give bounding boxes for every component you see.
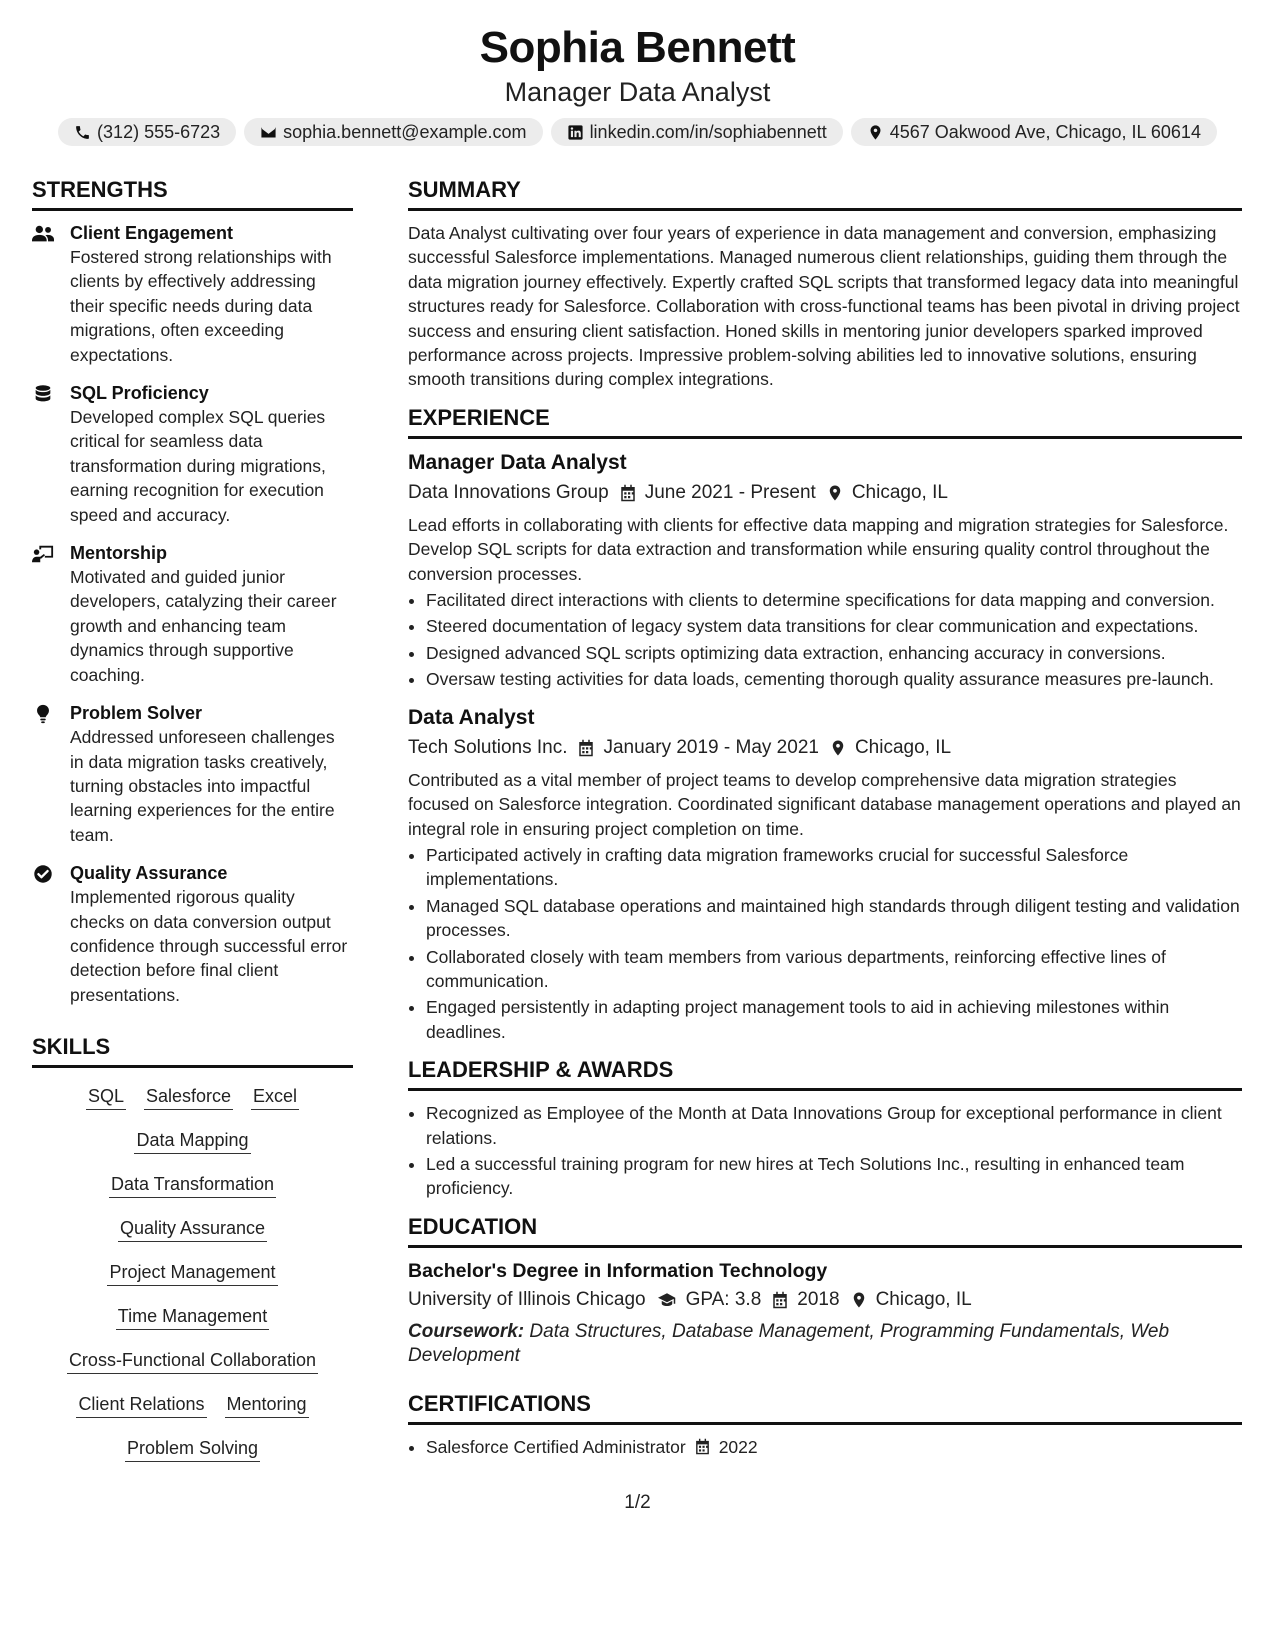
graduation-cap-icon: [656, 1291, 678, 1309]
strength-item: [32, 861, 353, 1007]
skill-tag: Mentoring: [225, 1392, 309, 1418]
job-description: Lead efforts in collaborating with clients for effective data mapping and migration strategies for Salesforce. Develop SQL scripts for data extraction and transformation while ensuring quality control throughout the conversion processes.: [408, 514, 1229, 584]
contact-address-text: 4567 Oakwood Ave, Chicago, IL 60614: [889, 122, 1201, 142]
strength-description: Implemented rigorous quality checks on data conversion output confidence through successful error detection before final client presentations.: [70, 887, 348, 1005]
certifications-heading: CERTIFICATIONS: [408, 1390, 1242, 1425]
strength-description: Developed complex SQL queries critical for seamless data transformation during migrations, earning recognition for execution speed and accuracy.: [70, 407, 326, 525]
award-bullet: • Recognized as Employee of the Month at Data Innovations Group for exceptional performance in client relations.: [426, 1101, 1242, 1150]
job-description: Contributed as a vital member of project teams to develop comprehensive data migration strategies focused on Salesforce integration. Coordinated significant database management operations and played an integral role in ensuring project completion on time.: [408, 769, 1241, 839]
skill-tag: Time Management: [116, 1304, 269, 1330]
skill-tag: SQL: [86, 1084, 126, 1110]
job-title: Data Analyst: [408, 705, 535, 729]
strength-description: Addressed unforeseen challenges in data migration tasks creatively, turning obstacles into impactful learning experiences for the entire team.: [70, 727, 335, 845]
envelope-icon: [260, 124, 277, 141]
coursework: [408, 1320, 1242, 1368]
education-meta: [408, 1286, 1242, 1314]
strength-title: SQL Proficiency: [70, 383, 209, 404]
skills-heading: SKILLS: [32, 1033, 353, 1068]
summary-text: Data Analyst cultivating over four years of experience in data management and conversion, emphasizing successful Salesforce implementations. Managed numerous client relationships, guiding them through the data migration journey effectively. Expertly crafted SQL scripts that transformed legacy data into meaningful structures ready for Salesforce. Collaboration with cross-functional teams has been pivotal in driving project success and ensuring client satisfaction. Honed skills in mentoring junior developers sparked improved performance across projects. Impressive problem-solving abilities led to innovative solutions, ensuring smooth transitions during complex integrations.: [408, 223, 1240, 390]
graduation-year: 2018: [797, 1288, 840, 1310]
calendar-icon: [771, 1291, 789, 1309]
job-entry: [408, 704, 1242, 1044]
chalkboard-teacher-icon: [32, 544, 54, 564]
coursework-list: Data Structures, Database Management, Programming Fundamentals, Web Development: [408, 1320, 1170, 1366]
strength-title: Mentorship: [70, 543, 167, 564]
leadership-heading: LEADERSHIP & AWARDS: [408, 1056, 1242, 1091]
contact-phone[interactable]: [58, 118, 236, 146]
job-bullet: • Facilitated direct interactions with clients to determine specifications for data mapping and conversion.: [426, 588, 1242, 612]
degree-title: Bachelor's Degree in Information Technology: [408, 1259, 828, 1282]
experience-section: [408, 404, 1242, 1044]
skill-tag: Quality Assurance: [118, 1216, 267, 1242]
job-bullet: • Designed advanced SQL scripts optimizing data extraction, enhancing accuracy in conversions.: [426, 641, 1242, 665]
strength-title: Client Engagement: [70, 223, 234, 243]
skill-tag: Salesforce: [144, 1084, 233, 1110]
job-dates: January 2019 - May 2021: [603, 736, 819, 758]
skill-tag: Client Relations: [76, 1392, 206, 1418]
gpa: GPA: 3.8: [685, 1288, 762, 1310]
job-bullet: • Oversaw testing activities for data loads, cementing thorough quality assurance measures pre-launch.: [426, 667, 1242, 691]
certifications-section: [408, 1390, 1242, 1459]
database-icon: [32, 384, 54, 404]
linkedin-icon: [567, 124, 584, 141]
resume-header: [0, 0, 1275, 146]
summary-heading: SUMMARY: [408, 176, 1242, 211]
location-icon: [867, 124, 884, 141]
contact-email-text: sophia.bennett@example.com: [283, 122, 527, 142]
job-dates: June 2021 - Present: [644, 481, 816, 503]
skill-tag: Project Management: [107, 1260, 277, 1286]
strength-description: Fostered strong relationships with clients by effectively addressing their specific needs during data migrations, often exceeding expectations.: [70, 247, 332, 365]
left-column: [32, 176, 353, 1462]
leadership-section: [408, 1056, 1242, 1201]
phone-icon: [74, 124, 91, 141]
job-bullets: [408, 588, 1242, 692]
education-heading: EDUCATION: [408, 1213, 1242, 1248]
job-title: Manager Data Analyst: [408, 450, 627, 474]
strength-item: [32, 381, 353, 527]
job-bullet: • Engaged persistently in adapting project management tools to aid in achieving milestones within deadlines.: [426, 995, 1242, 1044]
job-bullet: • Collaborated closely with team members from various departments, reinforcing effective lines of communication.: [426, 945, 1242, 994]
job-company: Tech Solutions Inc.: [408, 736, 568, 758]
job-location: Chicago, IL: [851, 481, 948, 503]
certifications-list: [408, 1435, 1242, 1459]
right-column: [408, 176, 1242, 1471]
check-circle-icon: [32, 864, 54, 884]
candidate-headline: Manager Data Analyst: [504, 77, 771, 107]
certification-name: • Salesforce Certified Administrator: [426, 1436, 686, 1457]
strength-description: Motivated and guided junior developers, catalyzing their career growth and enhancing team dynamics through supportive coaching.: [70, 567, 337, 685]
users-icon: [32, 224, 54, 244]
experience-heading: EXPERIENCE: [408, 404, 1242, 439]
candidate-name: Sophia Bennett: [479, 23, 796, 72]
skill-tag: Problem Solving: [125, 1436, 260, 1462]
job-location: Chicago, IL: [854, 736, 952, 758]
summary-section: [408, 176, 1242, 392]
certification-item: [426, 1435, 1242, 1459]
job-bullets: [408, 843, 1242, 1044]
skill-tag: Data Mapping: [134, 1128, 250, 1154]
job-meta: [408, 479, 1242, 507]
calendar-icon: [694, 1438, 711, 1455]
strength-item: [32, 701, 353, 847]
school-name: University of Illinois Chicago: [408, 1288, 646, 1310]
coursework-label: Coursework:: [408, 1320, 525, 1342]
skill-tag: Cross-Functional Collaboration: [67, 1348, 318, 1374]
job-company: Data Innovations Group: [408, 481, 609, 503]
job-meta: [408, 734, 1242, 762]
job-bullet: • Steered documentation of legacy system data transitions for clear communication and expectations.: [426, 614, 1242, 638]
page-number: 1/2: [624, 1492, 651, 1513]
strength-item: [32, 221, 353, 367]
strengths-heading: STRENGTHS: [32, 176, 353, 211]
location-icon: [826, 484, 844, 502]
skills-list: [32, 1078, 353, 1462]
calendar-icon: [577, 739, 595, 757]
skill-tag: Data Transformation: [109, 1172, 276, 1198]
strength-title: Quality Assurance: [70, 863, 228, 884]
lightbulb-icon: [32, 704, 54, 724]
location-icon: [850, 1291, 868, 1309]
contact-linkedin-text: linkedin.com/in/sophiabennett: [589, 122, 827, 142]
job-bullet: • Participated actively in crafting data migration frameworks crucial for successful Salesforce implementations.: [426, 843, 1242, 892]
skill-tag: Excel: [251, 1084, 299, 1110]
school-location: Chicago, IL: [875, 1288, 972, 1310]
education-section: [408, 1213, 1242, 1368]
job-bullet: • Managed SQL database operations and maintained high standards through diligent testing and validation processes.: [426, 894, 1242, 943]
certification-year: 2022: [718, 1436, 758, 1457]
contact-phone-text: (312) 555-6723: [97, 122, 221, 142]
job-entry: [408, 449, 1242, 692]
award-bullet: • Led a successful training program for new hires at Tech Solutions Inc., resulting in enhanced team proficiency.: [426, 1152, 1242, 1201]
calendar-icon: [619, 484, 637, 502]
location-icon: [829, 739, 847, 757]
contact-address[interactable]: [851, 118, 1217, 146]
strength-item: [32, 541, 353, 687]
strength-title: Problem Solver: [70, 703, 203, 724]
contact-linkedin[interactable]: [551, 118, 843, 146]
leadership-bullets: [408, 1101, 1242, 1201]
contact-email[interactable]: [244, 118, 542, 146]
contact-bar: [0, 118, 1275, 146]
